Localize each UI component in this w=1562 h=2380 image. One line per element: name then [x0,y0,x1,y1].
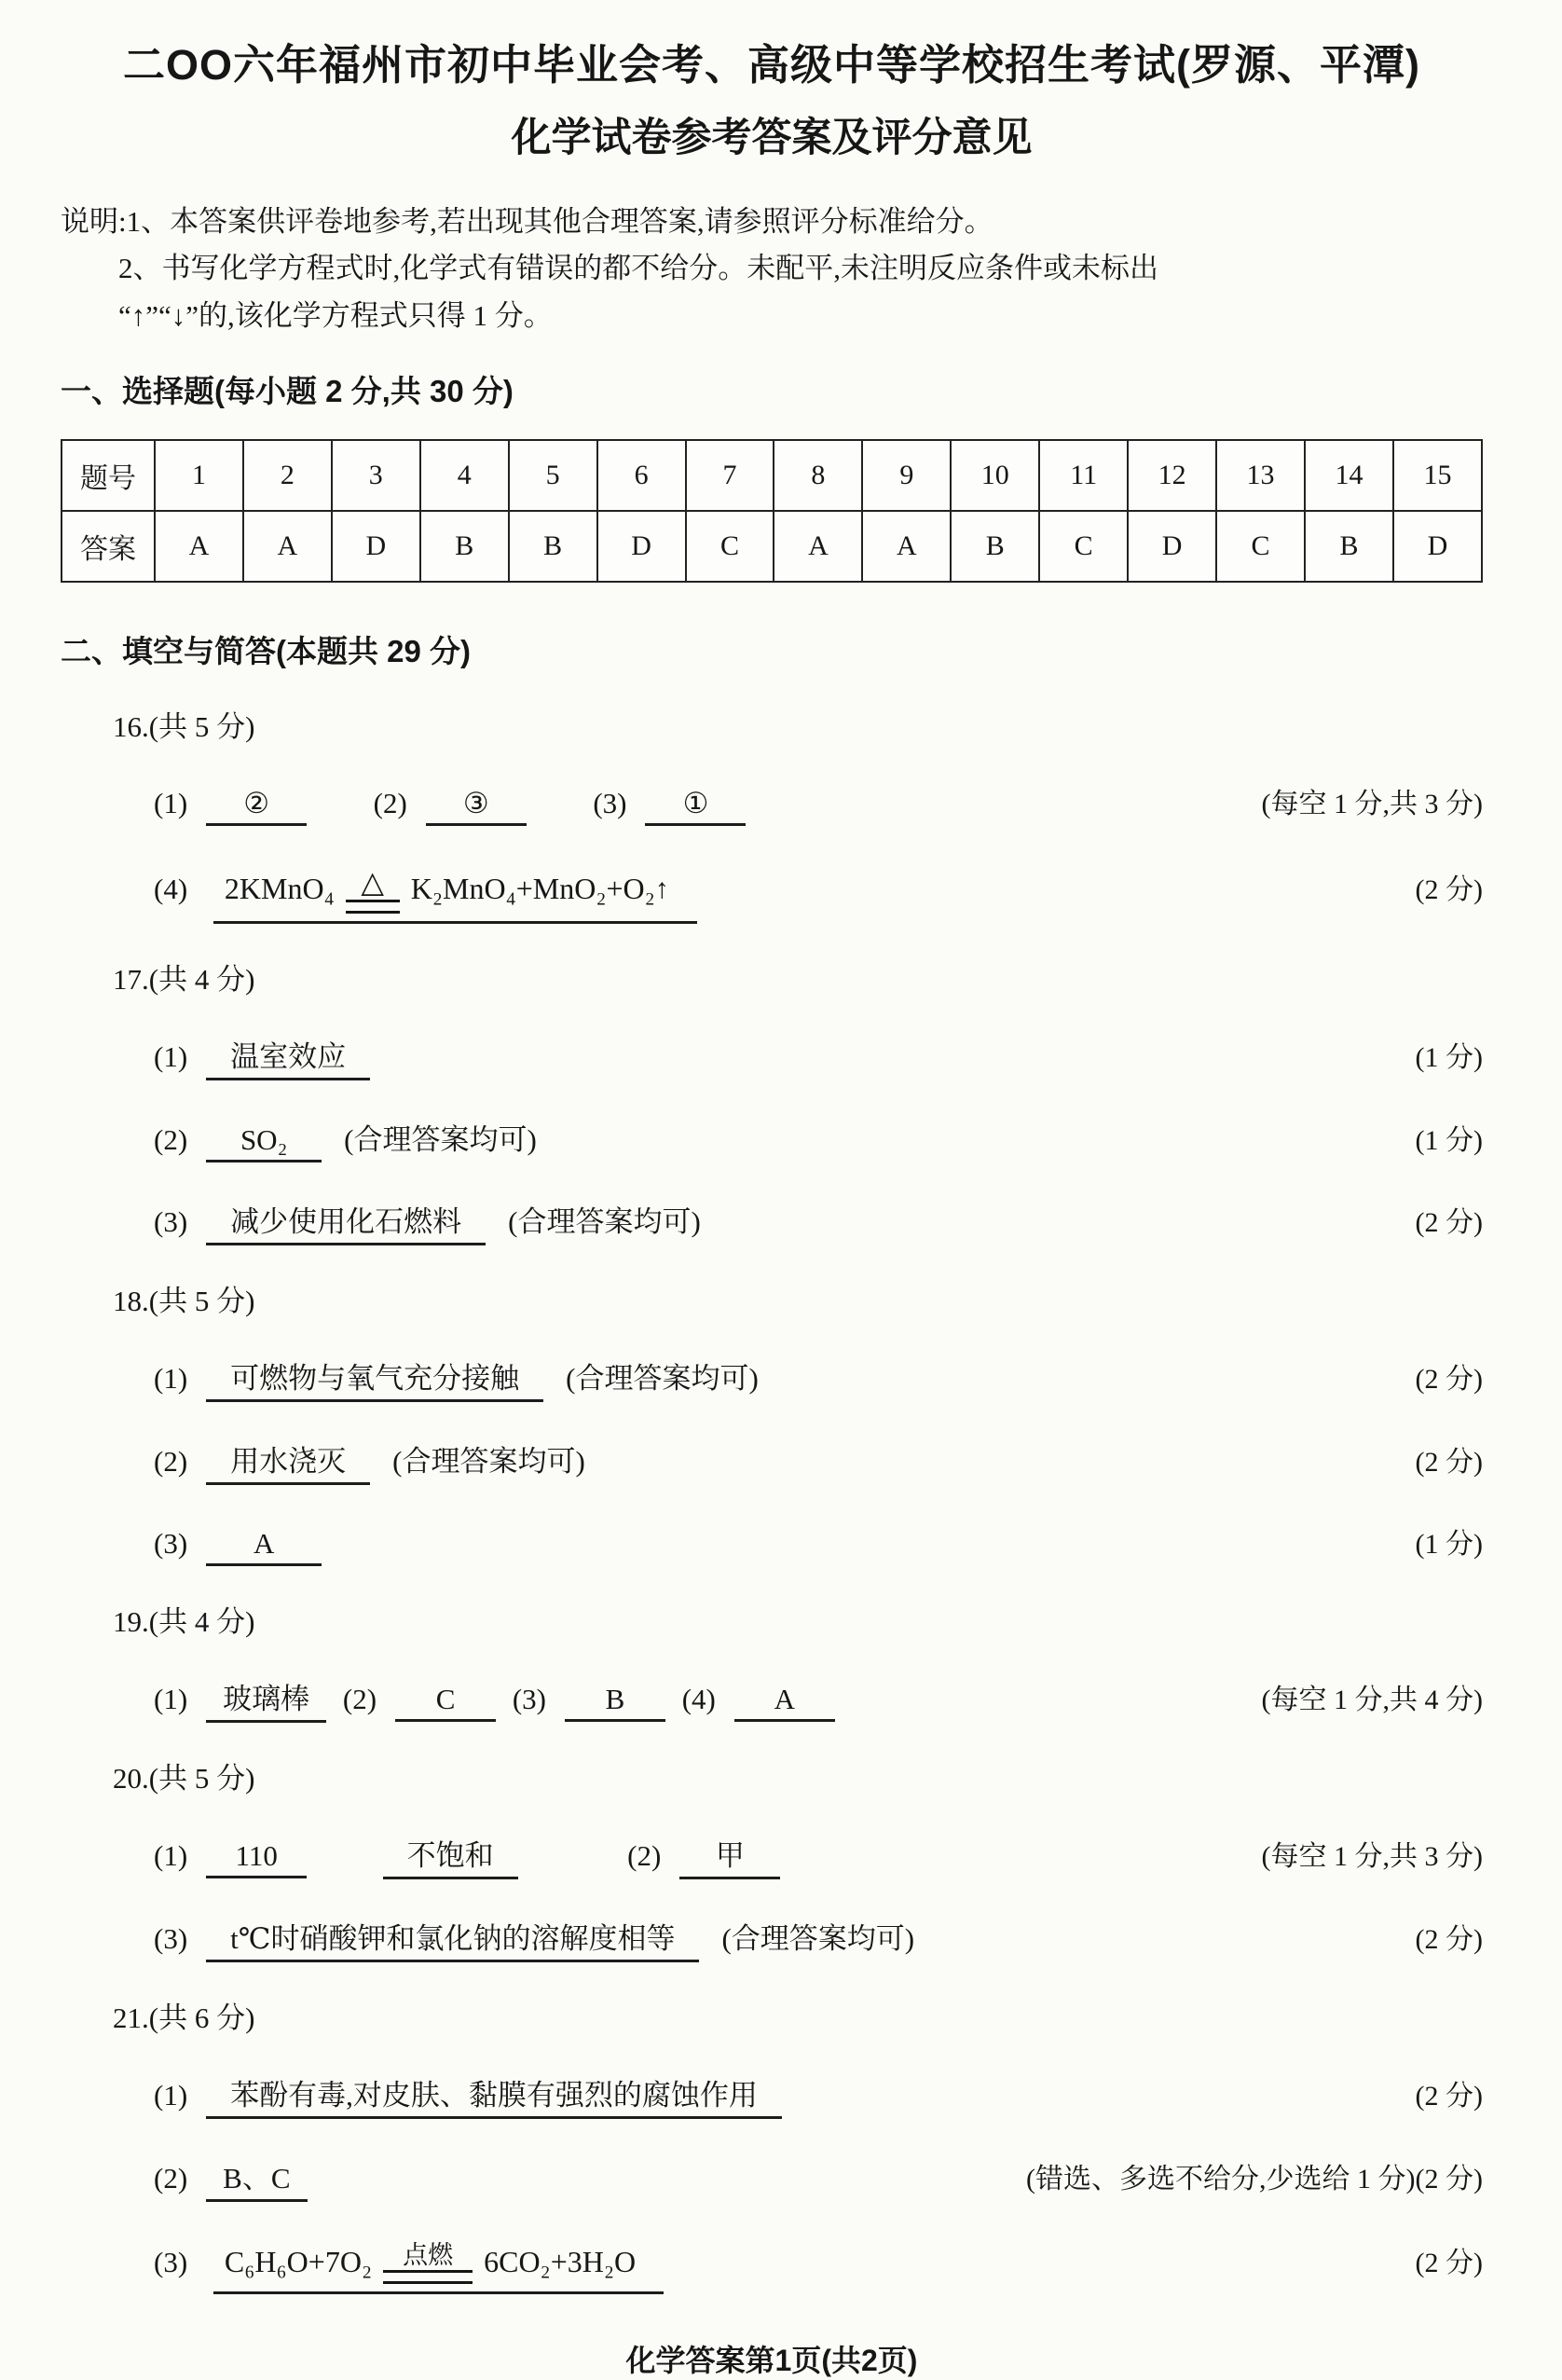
answer-blank: ① [645,787,746,826]
answer-cell: D [1128,511,1216,582]
answer-cell: C [686,511,774,582]
score-note: (2 分) [1415,874,1483,906]
answer-blank: 用水浇灭 [206,1438,370,1485]
question-number-cell: 9 [862,440,951,511]
table-row-answers [62,511,1482,582]
item-number: (3) [512,1682,546,1715]
item-number: (1) [154,2078,188,2112]
answer-line [154,1198,701,1245]
score-note: (1 分) [1415,1124,1483,1156]
answer-line [154,2237,664,2294]
question-number-cell: 2 [243,440,332,511]
answer-blank: A [734,1683,835,1722]
q18-item3 [61,1520,1483,1566]
score-note: (每空 1 分,共 4 分) [1261,1684,1483,1715]
q21-item2 [61,2154,1483,2202]
grading-notes [61,199,1483,339]
answer-cell: C [1216,511,1305,582]
item-number: (4) [681,1682,716,1715]
item-number: (3) [154,2246,188,2279]
answer-blank: 苯酚有毒,对皮肤、黏膜有强烈的腐蚀作用 [206,2071,782,2119]
question-number-cell: 11 [1039,440,1128,511]
score-note [1026,2155,1483,2196]
question-number-cell: 12 [1128,440,1216,511]
item-number: (1) [154,1682,188,1715]
answer-cell: A [155,511,243,582]
q20-line2 [61,1915,1483,1962]
q19-line1 [61,1675,1483,1723]
answer-blank: 可燃物与氧气充分接触 [206,1355,543,1402]
item-number: (2) [342,1682,377,1715]
answer-cell: D [597,511,686,582]
answer-cell: B [509,511,597,582]
chemical-equation [213,2237,664,2294]
question-number-cell: 8 [774,440,862,511]
answer-cell: B [420,511,509,582]
question-number-cell: 3 [332,440,420,511]
answer-cell: A [862,511,951,582]
answer-cell: D [1393,511,1482,582]
answer-cell: C [1039,511,1128,582]
item-number: (2) [373,786,407,819]
answer-cell: B [951,511,1039,582]
equation-lhs: C₆H₆O+7O₂ [224,2245,373,2279]
item-number: (1) [154,1838,188,1872]
answer-cell: A [243,511,332,582]
question-number-cell: 15 [1393,440,1482,511]
answer-line [154,2154,317,2202]
answer-blank: ② [206,787,307,826]
answer-line [154,1915,914,1962]
question-21 [61,1994,1483,2294]
question-label: 17.(共 4 分) [113,962,255,996]
score-note: (1 分) [1415,1041,1483,1073]
question-number-cell: 5 [509,440,597,511]
question-label: 20.(共 5 分) [113,1761,255,1795]
item-number: (2) [154,1122,188,1156]
grading-remark: (合理答案均可) [566,1361,759,1395]
item-number: (1) [154,1039,188,1073]
item-number: (1) [154,1361,188,1395]
q21-item1 [61,2071,1483,2119]
equation-rhs: K₂MnO₄+MnO₂+O₂ [410,872,655,906]
grading-remark: (合理答案均可) [508,1204,701,1238]
grading-remark: (合理答案均可) [344,1122,537,1156]
question-20 [61,1754,1483,1962]
answer-line [154,1355,759,1402]
answer-blank: 110 [206,1839,307,1878]
ignite-condition-label: 点燃 [403,2240,454,2269]
answer-blank: C [395,1683,496,1722]
answer-blank: A [206,1527,322,1566]
answer-cell: B [1305,511,1393,582]
question-label: 21.(共 6 分) [113,2001,255,2034]
score-note: (2 分) [1415,1923,1483,1955]
score-note: (2 分) [1415,2248,1483,2279]
question-number-cell: 10 [951,440,1039,511]
score-note: (1 分) [1415,1528,1483,1560]
item-number: (3) [154,1921,188,1955]
note-line: 说明:1、本答案供评卷地参考,若出现其他合理答案,请参照评分标准给分。 [61,205,993,239]
grading-remark: (合理答案均可) [721,1921,915,1955]
page-footer: 化学答案第1页(共2页) [625,2343,918,2377]
answer-line [154,861,697,924]
grading-remark: (错选、多选不给分,少选给 1 分) [1026,2163,1416,2194]
answer-line [154,2071,791,2119]
answer-line [154,1116,537,1162]
score-note: (2 分) [1415,1206,1483,1238]
item-number: (2) [154,1444,188,1478]
item-number: (2) [154,2161,188,2194]
answer-cell: A [774,511,862,582]
answer-blank: 不饱和 [383,1832,518,1879]
answer-line [154,1438,585,1485]
delta-symbol: △ [361,864,385,899]
gas-up-arrow: ↑ [654,873,669,904]
q18-item1 [61,1355,1483,1402]
q18-item2 [61,1438,1483,1485]
q20-line1 [61,1832,1483,1879]
answer-line [154,1033,379,1080]
question-number-cell: 4 [420,440,509,511]
item-number: (3) [154,1526,188,1560]
q17-item1 [61,1033,1483,1080]
answer-blank: 减少使用化石燃料 [206,1198,486,1245]
q16-line1 [61,780,1483,826]
score-note: (每空 1 分,共 3 分) [1261,1840,1483,1872]
answer-cell: D [332,511,420,582]
answer-blank: B [565,1683,665,1722]
row-header: 题号 [62,440,155,511]
page-title: 二OO六年福州市初中毕业会考、高级中等学校招生考试(罗源、平潭) [123,41,1420,89]
question-label: 19.(共 4 分) [113,1604,255,1638]
question-16 [61,703,1483,924]
question-label: 18.(共 5 分) [113,1284,255,1317]
q17-item3 [61,1198,1483,1245]
answer-blank: 玻璃棒 [206,1675,326,1723]
score-value: (2 分) [1415,2163,1483,2194]
answer-blank: 甲 [679,1832,780,1879]
answer-blank: ③ [426,787,527,826]
q17-item2 [61,1116,1483,1162]
note-line: “↑”“↓”的,该化学方程式只得 1 分。 [118,298,553,332]
answer-line [154,1832,789,1879]
answer-line [154,787,755,826]
item-number: (4) [154,873,188,906]
note-line: 2、书写化学方程式时,化学式有错误的都不给分。未配平,未注明反应条件或未标出 [118,252,1158,285]
page-subtitle: 化学试卷参考答案及评分意见 [511,116,1033,161]
question-label: 16.(共 5 分) [113,709,255,743]
question-17 [61,956,1483,1245]
answer-blank: t℃时硝酸钾和氯化钠的溶解度相等 [206,1915,699,1962]
score-note: (2 分) [1415,1363,1483,1395]
question-number-cell: 1 [155,440,243,511]
grading-remark: (合理答案均可) [392,1444,585,1478]
item-number: (3) [154,1204,188,1238]
chemical-equation [213,861,697,924]
answer-blank: 温室效应 [206,1033,370,1080]
score-note: (2 分) [1415,1446,1483,1478]
q21-item3 [61,2237,1483,2294]
answer-blank: SO₂ [206,1123,322,1162]
equation-lhs: 2KMnO₄ [224,872,335,906]
question-19 [61,1598,1483,1723]
answer-blank: B、C [206,2154,307,2202]
reaction-condition [383,2241,473,2284]
question-number-cell: 6 [597,440,686,511]
equation-rhs: 6CO₂+3H₂O [484,2245,637,2279]
item-number: (1) [154,786,188,819]
answer-line [154,1527,331,1566]
question-18 [61,1277,1483,1566]
section1-heading: 一、选择题(每小题 2 分,共 30 分) [61,373,514,408]
score-note: (2 分) [1415,2080,1483,2112]
item-number: (3) [593,786,627,819]
double-equals-line [346,900,400,914]
q16-line2 [61,861,1483,924]
item-number: (2) [627,1838,662,1872]
choice-answer-table [61,439,1483,583]
question-number-cell: 13 [1216,440,1305,511]
score-note: (每空 1 分,共 3 分) [1261,788,1483,819]
reaction-condition [346,865,400,914]
row-header: 答案 [62,511,155,582]
table-row-numbers [62,440,1482,511]
answer-line [154,1675,844,1723]
section2-heading: 二、填空与简答(本题共 29 分) [61,633,472,668]
double-equals-line [383,2270,473,2284]
question-number-cell: 7 [686,440,774,511]
question-number-cell: 14 [1305,440,1393,511]
